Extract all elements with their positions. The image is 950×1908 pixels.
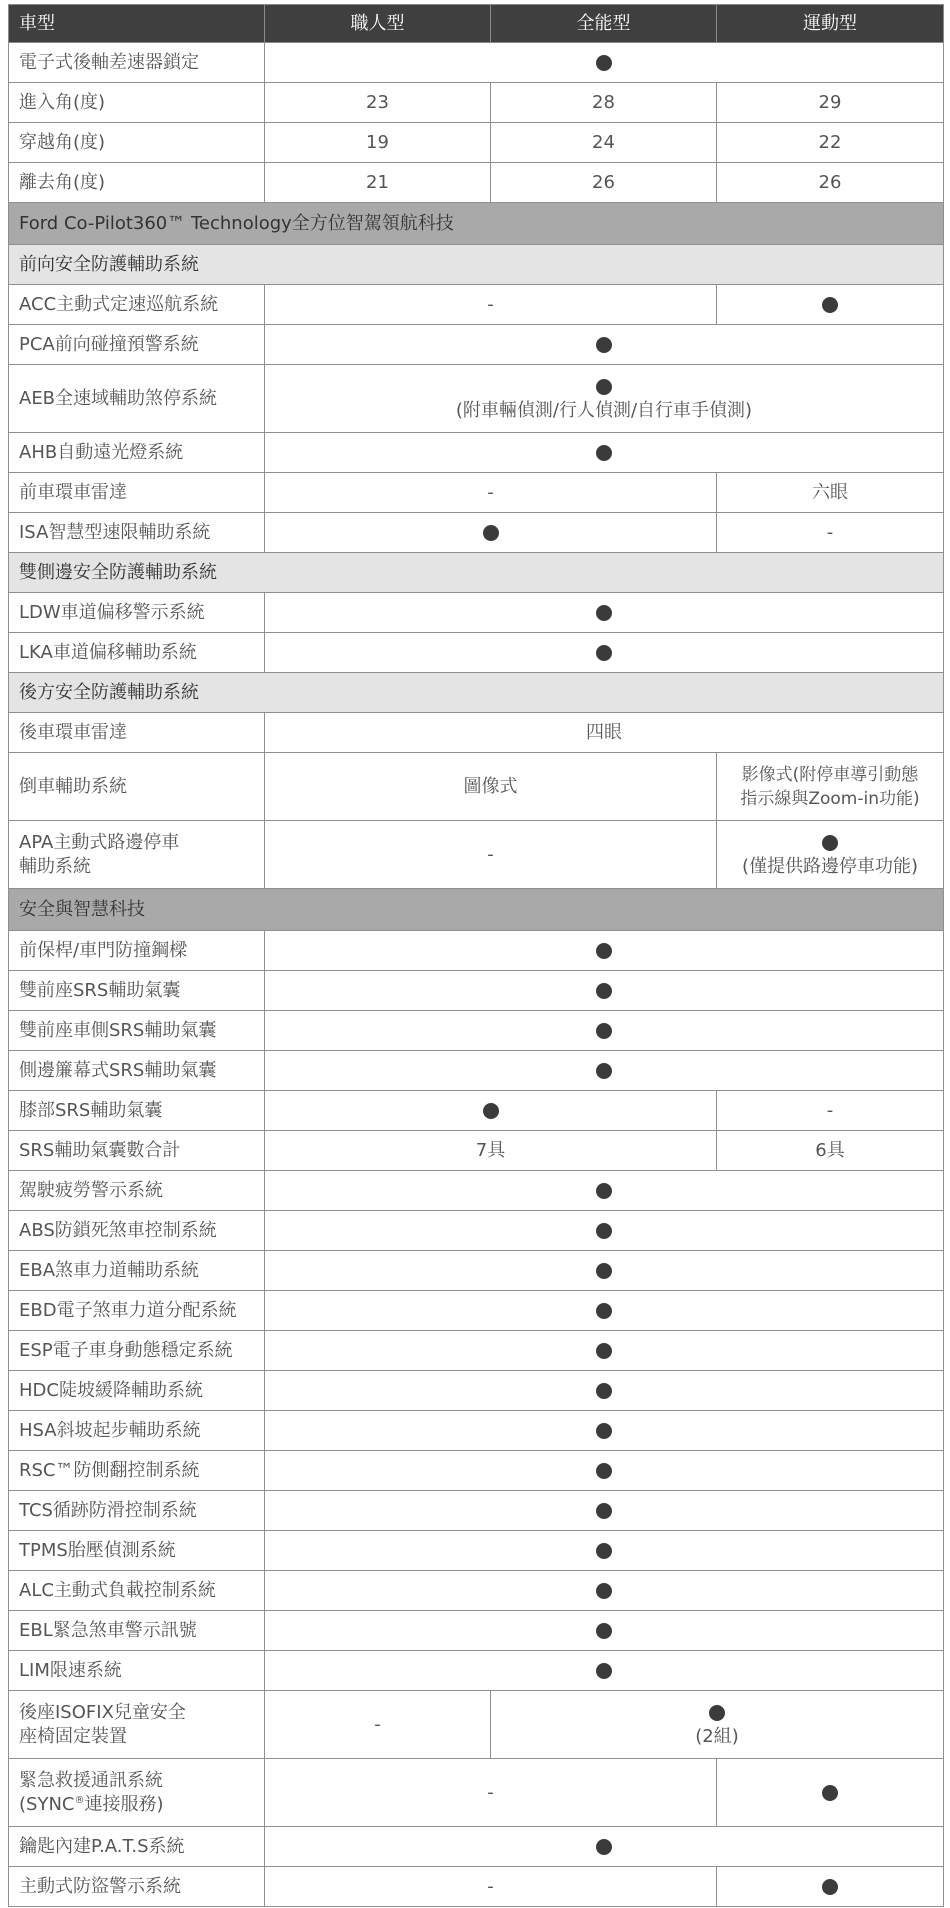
feature-label: 座椅固定裝置 [19, 1725, 127, 1747]
value-cell: 圖像式 [265, 753, 717, 821]
table-row [9, 1011, 944, 1051]
standard-dot-icon [596, 983, 612, 999]
feature-note: (2組) [695, 1725, 739, 1747]
standard-dot-icon [596, 1543, 612, 1559]
feature-label: 雙前座SRS輔助氣囊 [9, 971, 265, 1011]
feature-label: 前保桿/車門防撞鋼樑 [9, 931, 265, 971]
feature-label: 前車環車雷達 [9, 473, 265, 513]
feature-label: 離去角(度) [9, 163, 265, 203]
feature-label: 進入角(度) [9, 83, 265, 123]
standard-dot-icon [596, 1183, 612, 1199]
value-cell: 28 [491, 83, 717, 123]
feature-label: AHB自動遠光燈系統 [9, 433, 265, 473]
value-cell: - [717, 1091, 944, 1131]
feature-label: 電子式後軸差速器鎖定 [9, 43, 265, 83]
value-cell: - [717, 513, 944, 553]
table-row [9, 83, 944, 123]
standard-dot-icon [596, 337, 612, 353]
value-cell: - [265, 285, 717, 325]
feature-label-line2: (SYNC®連接服務) [19, 1793, 164, 1815]
standard-dot-icon [596, 1623, 612, 1639]
standard-dot-icon [596, 1839, 612, 1855]
standard-dot-icon [596, 55, 612, 71]
standard-dot-icon [483, 525, 499, 541]
feature-label: 後車環車雷達 [9, 713, 265, 753]
standard-dot-icon [822, 1879, 838, 1895]
standard-dot-icon [596, 943, 612, 959]
feature-label: 後座ISOFIX兒童安全 [19, 1701, 186, 1723]
standard-dot-icon [596, 445, 612, 461]
feature-label: TPMS胎壓偵測系統 [9, 1531, 265, 1571]
standard-dot-icon [596, 1263, 612, 1279]
table-header [9, 5, 944, 43]
feature-label: 雙前座車側SRS輔助氣囊 [9, 1011, 265, 1051]
standard-dot-icon [709, 1705, 725, 1721]
feature-note: (附車輛偵測/行人偵測/自行車手偵測) [455, 399, 753, 421]
subcategory-title: 前向安全防護輔助系統 [9, 245, 944, 285]
feature-label: LDW車道偏移警示系統 [9, 593, 265, 633]
table-row [9, 1827, 944, 1867]
feature-label: 主動式防盜警示系統 [9, 1867, 265, 1907]
table-row [9, 433, 944, 473]
standard-dot-icon [596, 1583, 612, 1599]
feature-label: ISA智慧型速限輔助系統 [9, 513, 265, 553]
table-row [9, 1611, 944, 1651]
feature-label: PCA前向碰撞預警系統 [9, 325, 265, 365]
subcategory-row [9, 673, 944, 713]
value-cell: 22 [717, 123, 944, 163]
standard-dot-icon [596, 1423, 612, 1439]
feature-label: 膝部SRS輔助氣囊 [9, 1091, 265, 1131]
standard-dot-icon [822, 297, 838, 313]
value-line: 指示線與Zoom-in功能) [740, 788, 920, 809]
feature-label: EBA煞車力道輔助系統 [9, 1251, 265, 1291]
table-row [9, 1251, 944, 1291]
standard-dot-icon [483, 1103, 499, 1119]
table-row [9, 633, 944, 673]
table-row [9, 593, 944, 633]
feature-label: EBD電子煞車力道分配系統 [9, 1291, 265, 1331]
table-row [9, 1491, 944, 1531]
table-row [9, 821, 944, 889]
value-cell: 26 [717, 163, 944, 203]
table-row [9, 1051, 944, 1091]
table-row [9, 1867, 944, 1907]
value-cell: - [265, 473, 717, 513]
feature-label: 輔助系統 [19, 855, 91, 877]
standard-dot-icon [596, 1063, 612, 1079]
value-cell: - [265, 1691, 491, 1759]
value-cell: 29 [717, 83, 944, 123]
subcategory-title: 雙側邊安全防護輔助系統 [9, 553, 944, 593]
standard-dot-icon [596, 1023, 612, 1039]
feature-label: SRS輔助氣囊數合計 [9, 1131, 265, 1171]
table-row [9, 473, 944, 513]
feature-label: ALC主動式負載控制系統 [9, 1571, 265, 1611]
table-row [9, 513, 944, 553]
feature-label: TCS循跡防滑控制系統 [9, 1491, 265, 1531]
feature-label: HDC陡坡緩降輔助系統 [9, 1371, 265, 1411]
feature-label: 緊急救援通訊系統 [19, 1769, 163, 1791]
feature-label: 穿越角(度) [9, 123, 265, 163]
subcategory-title: 後方安全防護輔助系統 [9, 673, 944, 713]
standard-dot-icon [596, 379, 612, 395]
table-row [9, 43, 944, 83]
feature-label: ABS防鎖死煞車控制系統 [9, 1211, 265, 1251]
value-line: 影像式(附停車導引動態 [741, 764, 919, 785]
header-trim-3: 運動型 [717, 5, 944, 43]
standard-dot-icon [822, 835, 838, 851]
table-row [9, 1759, 944, 1827]
table-row [9, 123, 944, 163]
standard-dot-icon [596, 1223, 612, 1239]
value-cell: 6具 [717, 1131, 944, 1171]
table-row [9, 1651, 944, 1691]
standard-dot-icon [596, 1663, 612, 1679]
standard-dot-icon [596, 1383, 612, 1399]
table-row [9, 1371, 944, 1411]
value-cell: 21 [265, 163, 491, 203]
standard-dot-icon [596, 645, 612, 661]
standard-dot-icon [596, 605, 612, 621]
standard-dot-icon [596, 1463, 612, 1479]
table-row [9, 931, 944, 971]
table-row [9, 1171, 944, 1211]
value-cell: 四眼 [265, 713, 944, 753]
feature-label: ESP電子車身動態穩定系統 [9, 1331, 265, 1371]
standard-dot-icon [596, 1343, 612, 1359]
feature-label: HSA斜坡起步輔助系統 [9, 1411, 265, 1451]
subcategory-row [9, 553, 944, 593]
value-cell: 19 [265, 123, 491, 163]
feature-label: 倒車輔助系統 [9, 753, 265, 821]
standard-dot-icon [596, 1303, 612, 1319]
value-cell: - [265, 1759, 717, 1827]
table-row [9, 1411, 944, 1451]
feature-label: RSC™防側翻控制系統 [9, 1451, 265, 1491]
table-row [9, 1531, 944, 1571]
feature-label: 側邊簾幕式SRS輔助氣囊 [9, 1051, 265, 1091]
table-row [9, 971, 944, 1011]
table-row [9, 1691, 944, 1759]
table-row [9, 163, 944, 203]
category-row [9, 203, 944, 245]
standard-dot-icon [822, 1785, 838, 1801]
table-row [9, 713, 944, 753]
standard-dot-icon [596, 1503, 612, 1519]
table-row [9, 1211, 944, 1251]
table-row [9, 1571, 944, 1611]
subcategory-row [9, 245, 944, 285]
header-trim-1: 職人型 [265, 5, 491, 43]
table-row [9, 1131, 944, 1171]
feature-label: ACC主動式定速巡航系統 [9, 285, 265, 325]
category-title: Ford Co-Pilot360™ Technology全方位智駕領航科技 [9, 203, 944, 245]
table-row [9, 285, 944, 325]
category-title: 安全與智慧科技 [9, 889, 944, 931]
table-row [9, 325, 944, 365]
table-row [9, 365, 944, 433]
feature-note: (僅提供路邊停車功能) [741, 855, 919, 877]
value-cell: 23 [265, 83, 491, 123]
table-row [9, 1451, 944, 1491]
feature-label: 鑰匙內建P.A.T.S系統 [9, 1827, 265, 1867]
value-cell: 7具 [265, 1131, 717, 1171]
value-cell: - [265, 1867, 717, 1907]
value-cell: 六眼 [717, 473, 944, 513]
feature-label: EBL緊急煞車警示訊號 [9, 1611, 265, 1651]
spec-table [8, 4, 944, 1907]
header-model: 車型 [9, 5, 265, 43]
header-trim-2: 全能型 [491, 5, 717, 43]
table-row [9, 1331, 944, 1371]
value-cell: - [265, 821, 717, 889]
registered-mark: ® [74, 1794, 85, 1806]
feature-label: LKA車道偏移輔助系統 [9, 633, 265, 673]
feature-label: APA主動式路邊停車 [19, 831, 180, 853]
feature-label: LIM限速系統 [9, 1651, 265, 1691]
table-row [9, 753, 944, 821]
category-row [9, 889, 944, 931]
value-cell: 24 [491, 123, 717, 163]
value-cell: 26 [491, 163, 717, 203]
feature-label: 駕駛疲勞警示系統 [9, 1171, 265, 1211]
feature-label: AEB全速域輔助煞停系統 [9, 365, 265, 433]
table-row [9, 1291, 944, 1331]
table-row [9, 1091, 944, 1131]
